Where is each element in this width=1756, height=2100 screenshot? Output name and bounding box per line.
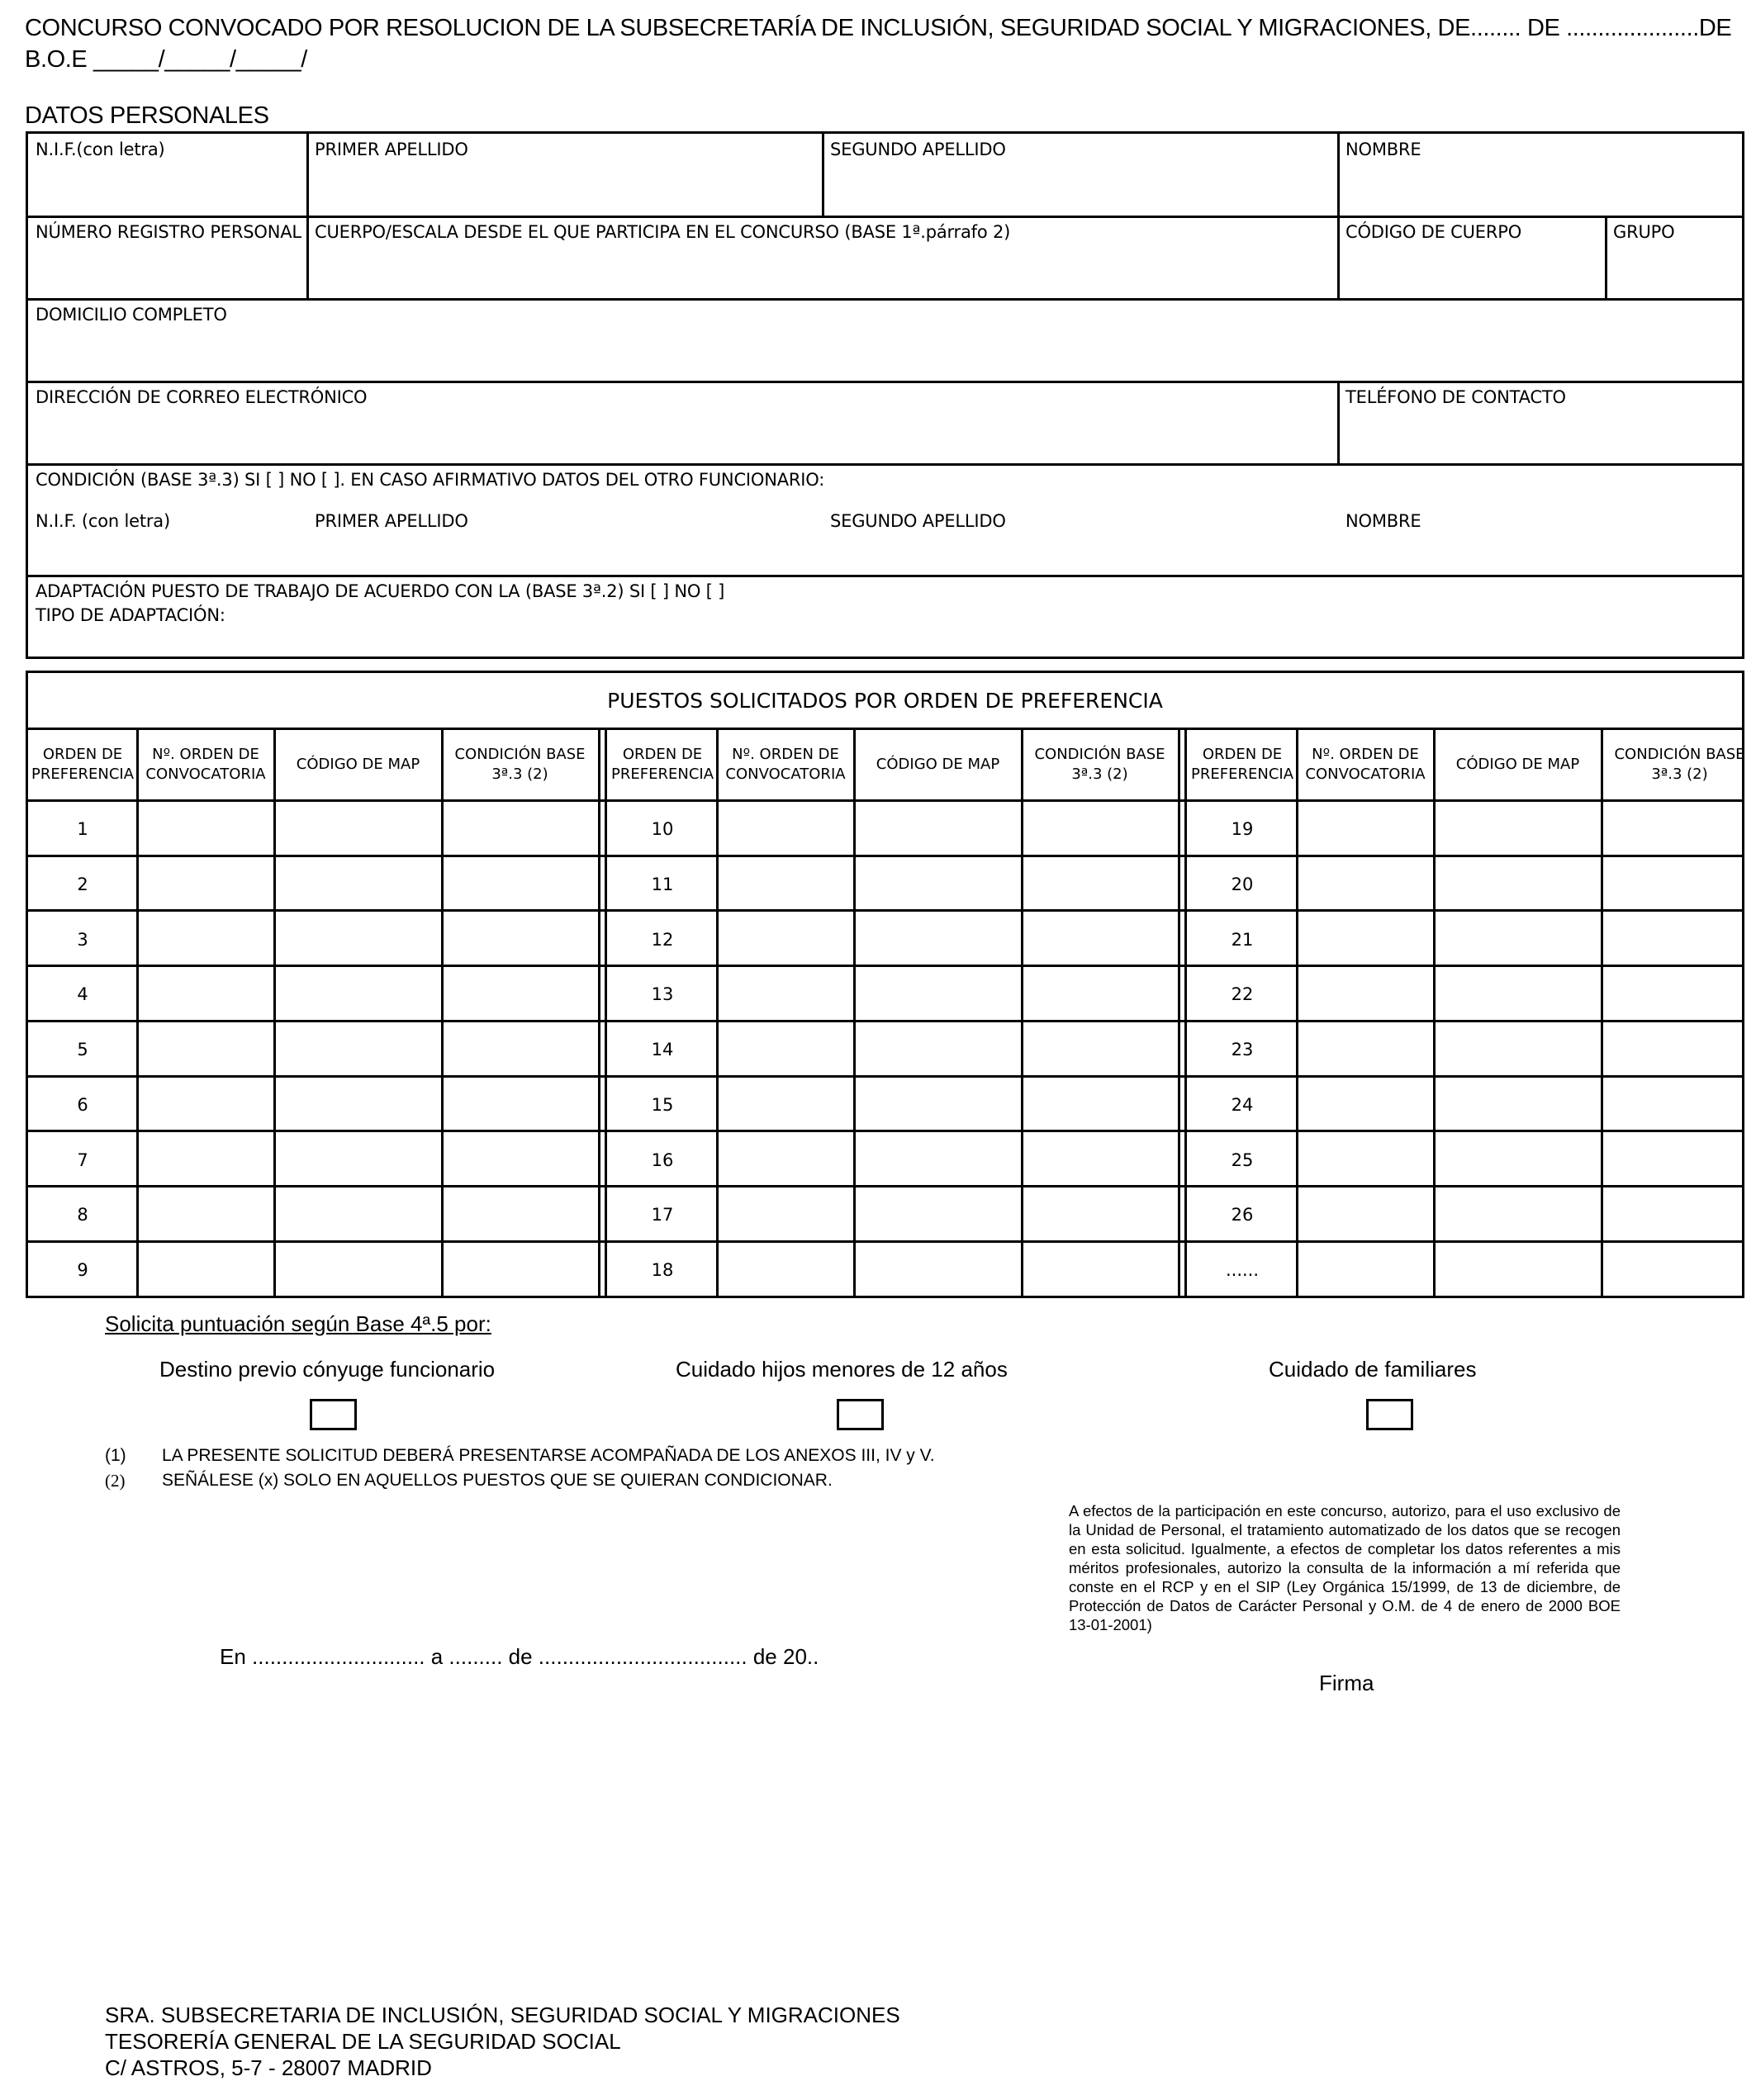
preference-number: 17 xyxy=(651,1205,674,1225)
option-conyuge-label: Destino previo cónyuge funcionario xyxy=(159,1357,496,1382)
field-correo[interactable]: DIRECCIÓN DE CORREO ELECTRÓNICO xyxy=(36,387,368,407)
firma-label: Firma xyxy=(1319,1671,1374,1695)
column-header: ORDEN DE PREFERENCIA xyxy=(611,746,714,783)
preference-number: 20 xyxy=(1231,875,1254,895)
field-domicilio[interactable]: DOMICILIO COMPLETO xyxy=(36,305,227,325)
field-primer-apellido[interactable]: PRIMER APELLIDO xyxy=(315,140,468,159)
column-header: CÓDIGO DE MAP xyxy=(876,756,1000,773)
field-segundo-apellido[interactable]: SEGUNDO APELLIDO xyxy=(830,140,1006,159)
position-entry-cell[interactable] xyxy=(1023,967,1176,1020)
position-entry-cell[interactable] xyxy=(139,1022,273,1075)
field-tipo-adaptacion[interactable]: TIPO DE ADAPTACIÓN: xyxy=(36,605,225,625)
position-entry-cell[interactable] xyxy=(276,967,440,1020)
preference-number: 3 xyxy=(77,929,88,950)
preference-number: 5 xyxy=(77,1040,88,1060)
position-entry-cell[interactable] xyxy=(276,802,440,855)
position-entry-cell[interactable] xyxy=(856,912,1020,965)
puntuacion-title: Solicita puntuación según Base 4ª.5 por: xyxy=(105,1311,491,1336)
position-entry-cell[interactable] xyxy=(276,1243,440,1296)
position-entry-cell[interactable] xyxy=(276,912,440,965)
position-entry-cell[interactable] xyxy=(444,1078,596,1131)
section-title-personal: DATOS PERSONALES xyxy=(25,102,269,129)
position-entry-cell[interactable] xyxy=(139,1243,273,1296)
preference-number: 8 xyxy=(77,1205,88,1225)
positions-table-title: PUESTOS SOLICITADOS POR ORDEN DE PREFERENCIA xyxy=(607,688,1163,713)
position-entry-cell[interactable] xyxy=(1603,1243,1756,1296)
position-entry-cell[interactable] xyxy=(1603,857,1756,910)
position-entry-cell[interactable] xyxy=(444,1243,596,1296)
field-condicion[interactable]: CONDICIÓN (BASE 3ª.3) SI [ ] NO [ ]. EN CASO AFIRMATIVO DATOS DEL OTRO FUNCIONARIO: xyxy=(36,470,825,490)
column-header: Nº. ORDEN DE CONVOCATORIA xyxy=(725,746,846,783)
position-entry-cell[interactable] xyxy=(139,967,273,1020)
position-entry-cell[interactable] xyxy=(856,1022,1020,1075)
position-entry-cell[interactable] xyxy=(1436,967,1600,1020)
note-1: LA PRESENTE SOLICITUD DEBERÁ PRESENTARSE ACOMPAÑADA DE LOS ANEXOS III, IV y V. xyxy=(162,1446,935,1465)
position-entry-cell[interactable] xyxy=(1023,1022,1176,1075)
positions-table xyxy=(26,671,1744,1298)
field-adaptacion[interactable]: ADAPTACIÓN PUESTO DE TRABAJO DE ACUERDO CON LA (BASE 3ª.2) SI [ ] NO [ ] xyxy=(36,581,725,601)
position-entry-cell[interactable] xyxy=(276,1078,440,1131)
position-entry-cell[interactable] xyxy=(276,1132,440,1185)
field-nif[interactable]: N.I.F.(con letra) xyxy=(36,140,165,159)
column-header: CONDICIÓN BASE 3ª.3 (2) xyxy=(1034,746,1165,783)
position-entry-cell[interactable] xyxy=(1023,1078,1176,1131)
position-entry-cell[interactable] xyxy=(1023,857,1176,910)
field-grupo[interactable]: GRUPO xyxy=(1613,222,1675,242)
position-entry-cell[interactable] xyxy=(276,1187,440,1240)
position-entry-cell[interactable] xyxy=(444,1132,596,1185)
position-entry-cell[interactable] xyxy=(444,857,596,910)
position-entry-cell[interactable] xyxy=(1298,802,1432,855)
position-entry-cell[interactable] xyxy=(1023,802,1176,855)
position-entry-cell[interactable] xyxy=(1603,912,1756,965)
position-entry-cell[interactable] xyxy=(276,857,440,910)
option-hijos-label: Cuidado hijos menores de 12 años xyxy=(676,1357,1008,1382)
position-entry-cell[interactable] xyxy=(719,967,852,1020)
preference-number: 14 xyxy=(651,1040,674,1060)
position-entry-cell[interactable] xyxy=(1603,1187,1756,1240)
position-entry-cell[interactable] xyxy=(719,912,852,965)
position-entry-cell[interactable] xyxy=(856,1132,1020,1185)
field-telefono[interactable]: TELÉFONO DE CONTACTO xyxy=(1345,387,1566,407)
position-entry-cell[interactable] xyxy=(719,1243,852,1296)
position-entry-cell[interactable] xyxy=(139,912,273,965)
preference-number: 18 xyxy=(651,1259,674,1280)
position-entry-cell[interactable] xyxy=(719,1132,852,1185)
footer-line-2: TESORERÍA GENERAL DE LA SEGURIDAD SOCIAL xyxy=(105,2029,621,2054)
position-entry-cell[interactable] xyxy=(1298,1132,1432,1185)
header-line-1: CONCURSO CONVOCADO POR RESOLUCION DE LA SUBSECRETARÍA DE INCLUSIÓN, SEGURIDAD SOCIAL Y MIGRACIONES, DE........ DE .....................DE xyxy=(25,15,1732,41)
position-entry-cell[interactable] xyxy=(1298,1243,1432,1296)
position-entry-cell[interactable] xyxy=(139,1132,273,1185)
preference-number: 23 xyxy=(1231,1040,1254,1060)
position-entry-cell[interactable] xyxy=(856,857,1020,910)
preference-number: 7 xyxy=(77,1150,88,1170)
position-entry-cell[interactable] xyxy=(1023,912,1176,965)
column-header: Nº. ORDEN DE CONVOCATORIA xyxy=(1305,746,1426,783)
position-entry-cell[interactable] xyxy=(444,802,596,855)
column-header: ORDEN DE PREFERENCIA xyxy=(1191,746,1294,783)
field-cuerpo[interactable]: CUERPO/ESCALA DESDE EL QUE PARTICIPA EN EL CONCURSO (BASE 1ª.párrafo 2) xyxy=(315,222,1011,242)
position-entry-cell[interactable] xyxy=(276,1022,440,1075)
preference-number: 12 xyxy=(651,929,674,950)
position-entry-cell[interactable] xyxy=(856,1243,1020,1296)
preference-number: 26 xyxy=(1231,1205,1254,1225)
position-entry-cell[interactable] xyxy=(1023,1243,1176,1296)
footer-line-1: SRA. SUBSECRETARIA DE INCLUSIÓN, SEGURIDAD SOCIAL Y MIGRACIONES xyxy=(105,2003,900,2027)
position-entry-cell[interactable] xyxy=(1298,857,1432,910)
position-entry-cell[interactable] xyxy=(1603,967,1756,1020)
preference-number: 24 xyxy=(1231,1094,1254,1115)
position-entry-cell[interactable] xyxy=(1023,1132,1176,1185)
header-line-2: B.O.E _____/_____/_____/ xyxy=(25,46,307,73)
field-nombre-otro[interactable]: NOMBRE xyxy=(1345,511,1421,531)
position-entry-cell[interactable] xyxy=(1298,1022,1432,1075)
preference-number: 10 xyxy=(651,819,674,840)
position-entry-cell[interactable] xyxy=(1603,1022,1756,1075)
position-entry-cell[interactable] xyxy=(1603,1132,1756,1185)
preference-number: 13 xyxy=(651,984,674,1005)
field-nrp[interactable]: NÚMERO REGISTRO PERSONAL xyxy=(36,222,301,242)
position-entry-cell[interactable] xyxy=(856,802,1020,855)
position-entry-cell[interactable] xyxy=(444,1022,596,1075)
column-header: CÓDIGO DE MAP xyxy=(1455,756,1580,773)
position-entry-cell[interactable] xyxy=(1603,1078,1756,1131)
privacy-text: A efectos de la participación en este concurso, autorizo, para el uso exclusivo de la Unidad de Personal, el tratamiento automatizado de los datos que se recogen en esta solicitud. Igualmente, a efectos de completar los datos referentes a mis méritos profesionales, autorizo la consulta de la información a mí referida que conste en el RCP y en el SIP (Ley Orgánica 15/1999, de 13 de diciembre, de Protección de Datos de Carácter Personal y O.M. de 4 de enero de 2000 BOE 13-01-2001) xyxy=(1069,1502,1621,1633)
footer-line-3: C/ ASTROS, 5-7 - 28007 MADRID xyxy=(105,2055,432,2080)
position-entry-cell[interactable] xyxy=(1436,857,1600,910)
checkbox-familiares[interactable] xyxy=(1366,1399,1413,1430)
position-entry-cell[interactable] xyxy=(1298,912,1432,965)
position-entry-cell[interactable] xyxy=(719,1022,852,1075)
personal-data-table xyxy=(26,131,1744,659)
position-entry-cell[interactable] xyxy=(1436,912,1600,965)
position-entry-cell[interactable] xyxy=(139,1078,273,1131)
preference-number: 19 xyxy=(1231,819,1254,840)
position-entry-cell[interactable] xyxy=(1436,1243,1600,1296)
note-2-mark: (2) xyxy=(105,1471,126,1491)
preference-number: 15 xyxy=(651,1094,674,1115)
note-2: SEÑÁLESE (x) SOLO EN AQUELLOS PUESTOS QUE SE QUIERAN CONDICIONAR. xyxy=(162,1471,833,1490)
preference-number: 21 xyxy=(1231,929,1254,950)
position-entry-cell[interactable] xyxy=(856,1078,1020,1131)
column-header: CONDICIÓN BASE 3ª.3 (2) xyxy=(454,746,586,783)
position-entry-cell[interactable] xyxy=(1603,802,1756,855)
field-nif-otro[interactable]: N.I.F. (con letra) xyxy=(36,511,170,531)
position-entry-cell[interactable] xyxy=(139,802,273,855)
position-entry-cell[interactable] xyxy=(1298,967,1432,1020)
date-line: En ............................. a ......... de ................................... de 20.. xyxy=(220,1644,819,1669)
position-entry-cell[interactable] xyxy=(856,1187,1020,1240)
preference-number: 25 xyxy=(1231,1150,1254,1170)
field-segundo-apellido-otro[interactable]: SEGUNDO APELLIDO xyxy=(830,511,1006,531)
preference-number: ...... xyxy=(1225,1259,1260,1280)
preference-number: 1 xyxy=(77,819,88,840)
preference-number: 16 xyxy=(651,1150,674,1170)
field-codigo-cuerpo[interactable]: CÓDIGO DE CUERPO xyxy=(1345,222,1522,242)
field-primer-apellido-otro[interactable]: PRIMER APELLIDO xyxy=(315,511,468,531)
checkbox-hijos[interactable] xyxy=(837,1399,884,1430)
checkbox-conyuge[interactable] xyxy=(310,1399,357,1430)
position-entry-cell[interactable] xyxy=(719,1187,852,1240)
column-header: CÓDIGO DE MAP xyxy=(296,756,420,773)
column-header: CONDICIÓN BASE 3ª.3 (2) xyxy=(1614,746,1745,783)
option-familiares-label: Cuidado de familiares xyxy=(1269,1357,1477,1382)
position-entry-cell[interactable] xyxy=(1436,1187,1600,1240)
note-1-mark: (1) xyxy=(105,1446,126,1465)
position-entry-cell[interactable] xyxy=(719,802,852,855)
position-entry-cell[interactable] xyxy=(444,912,596,965)
position-entry-cell[interactable] xyxy=(139,1187,273,1240)
preference-number: 2 xyxy=(77,875,88,895)
position-entry-cell[interactable] xyxy=(856,967,1020,1020)
preference-number: 6 xyxy=(77,1094,88,1115)
column-header: Nº. ORDEN DE CONVOCATORIA xyxy=(145,746,266,783)
position-entry-cell[interactable] xyxy=(1436,1132,1600,1185)
preference-number: 11 xyxy=(651,875,674,895)
position-entry-cell[interactable] xyxy=(719,857,852,910)
preference-number: 4 xyxy=(77,984,88,1005)
preference-number: 9 xyxy=(77,1259,88,1280)
position-entry-cell[interactable] xyxy=(1023,1187,1176,1240)
position-entry-cell[interactable] xyxy=(1298,1078,1432,1131)
position-entry-cell[interactable] xyxy=(1298,1187,1432,1240)
position-entry-cell[interactable] xyxy=(1436,802,1600,855)
position-entry-cell[interactable] xyxy=(1436,1022,1600,1075)
position-entry-cell[interactable] xyxy=(444,1187,596,1240)
field-nombre[interactable]: NOMBRE xyxy=(1345,140,1421,159)
position-entry-cell[interactable] xyxy=(444,967,596,1020)
preference-number: 22 xyxy=(1231,984,1254,1005)
position-entry-cell[interactable] xyxy=(1436,1078,1600,1131)
position-entry-cell[interactable] xyxy=(719,1078,852,1131)
column-header: ORDEN DE PREFERENCIA xyxy=(31,746,135,783)
position-entry-cell[interactable] xyxy=(139,857,273,910)
